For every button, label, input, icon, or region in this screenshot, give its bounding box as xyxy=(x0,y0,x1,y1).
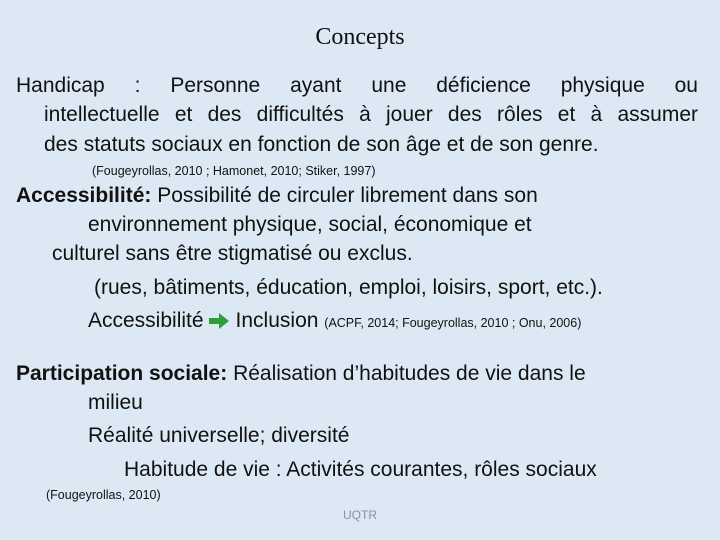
accessibilite-citation: (ACPF, 2014; Fougeyrollas, 2010 ; Onu, 2006) xyxy=(324,316,582,330)
participation-line-1 xyxy=(16,360,586,388)
participation-line-1-text: Réalisation d’habitudes de vie dans le xyxy=(227,362,586,385)
accessibilite-right-term: Inclusion xyxy=(235,309,319,332)
accessibilite-line-3: culturel sans être stigmatisé ou exclus. xyxy=(52,242,413,265)
accessibilite-inclusion-line xyxy=(88,307,581,338)
accessibilite-line-1-text: Possibilité de circuler librement dans son xyxy=(151,184,538,207)
slide-title: Concepts xyxy=(315,24,405,50)
accessibilite-term: Accessibilité: xyxy=(16,184,152,207)
footer-label: UQTR xyxy=(343,508,377,522)
handicap-line-2-text: intellectuelle et des difficultés à jouer des rôles et à assumer xyxy=(44,103,698,126)
accessibilite-line-2: environnement physique, social, économique et xyxy=(88,213,532,236)
accessibilite-line-4: (rues, bâtiments, éducation, emploi, loisirs, sport, etc.). xyxy=(94,276,603,299)
accessibilite-left-term: Accessibilité xyxy=(88,309,204,332)
right-arrow-icon xyxy=(208,310,230,338)
participation-line-2: milieu xyxy=(88,391,143,414)
participation-line-3: Réalité universelle; diversité xyxy=(88,424,350,447)
handicap-line-2 xyxy=(44,101,698,129)
handicap-citation: (Fougeyrollas, 2010 ; Hamonet, 2010; Stiker, 1997) xyxy=(92,164,376,178)
handicap-line-3: des statuts sociaux en fonction de son âge et de son genre. xyxy=(44,133,599,156)
participation-line-4: Habitude de vie : Activités courantes, rôles sociaux xyxy=(124,458,597,481)
participation-term: Participation sociale: xyxy=(16,362,228,385)
handicap-line-1-text: Handicap : Personne ayant une déficience physique ou xyxy=(16,74,698,97)
accessibilite-line-1 xyxy=(16,182,538,210)
participation-citation: (Fougeyrollas, 2010) xyxy=(46,488,161,502)
handicap-line-1 xyxy=(16,72,698,100)
